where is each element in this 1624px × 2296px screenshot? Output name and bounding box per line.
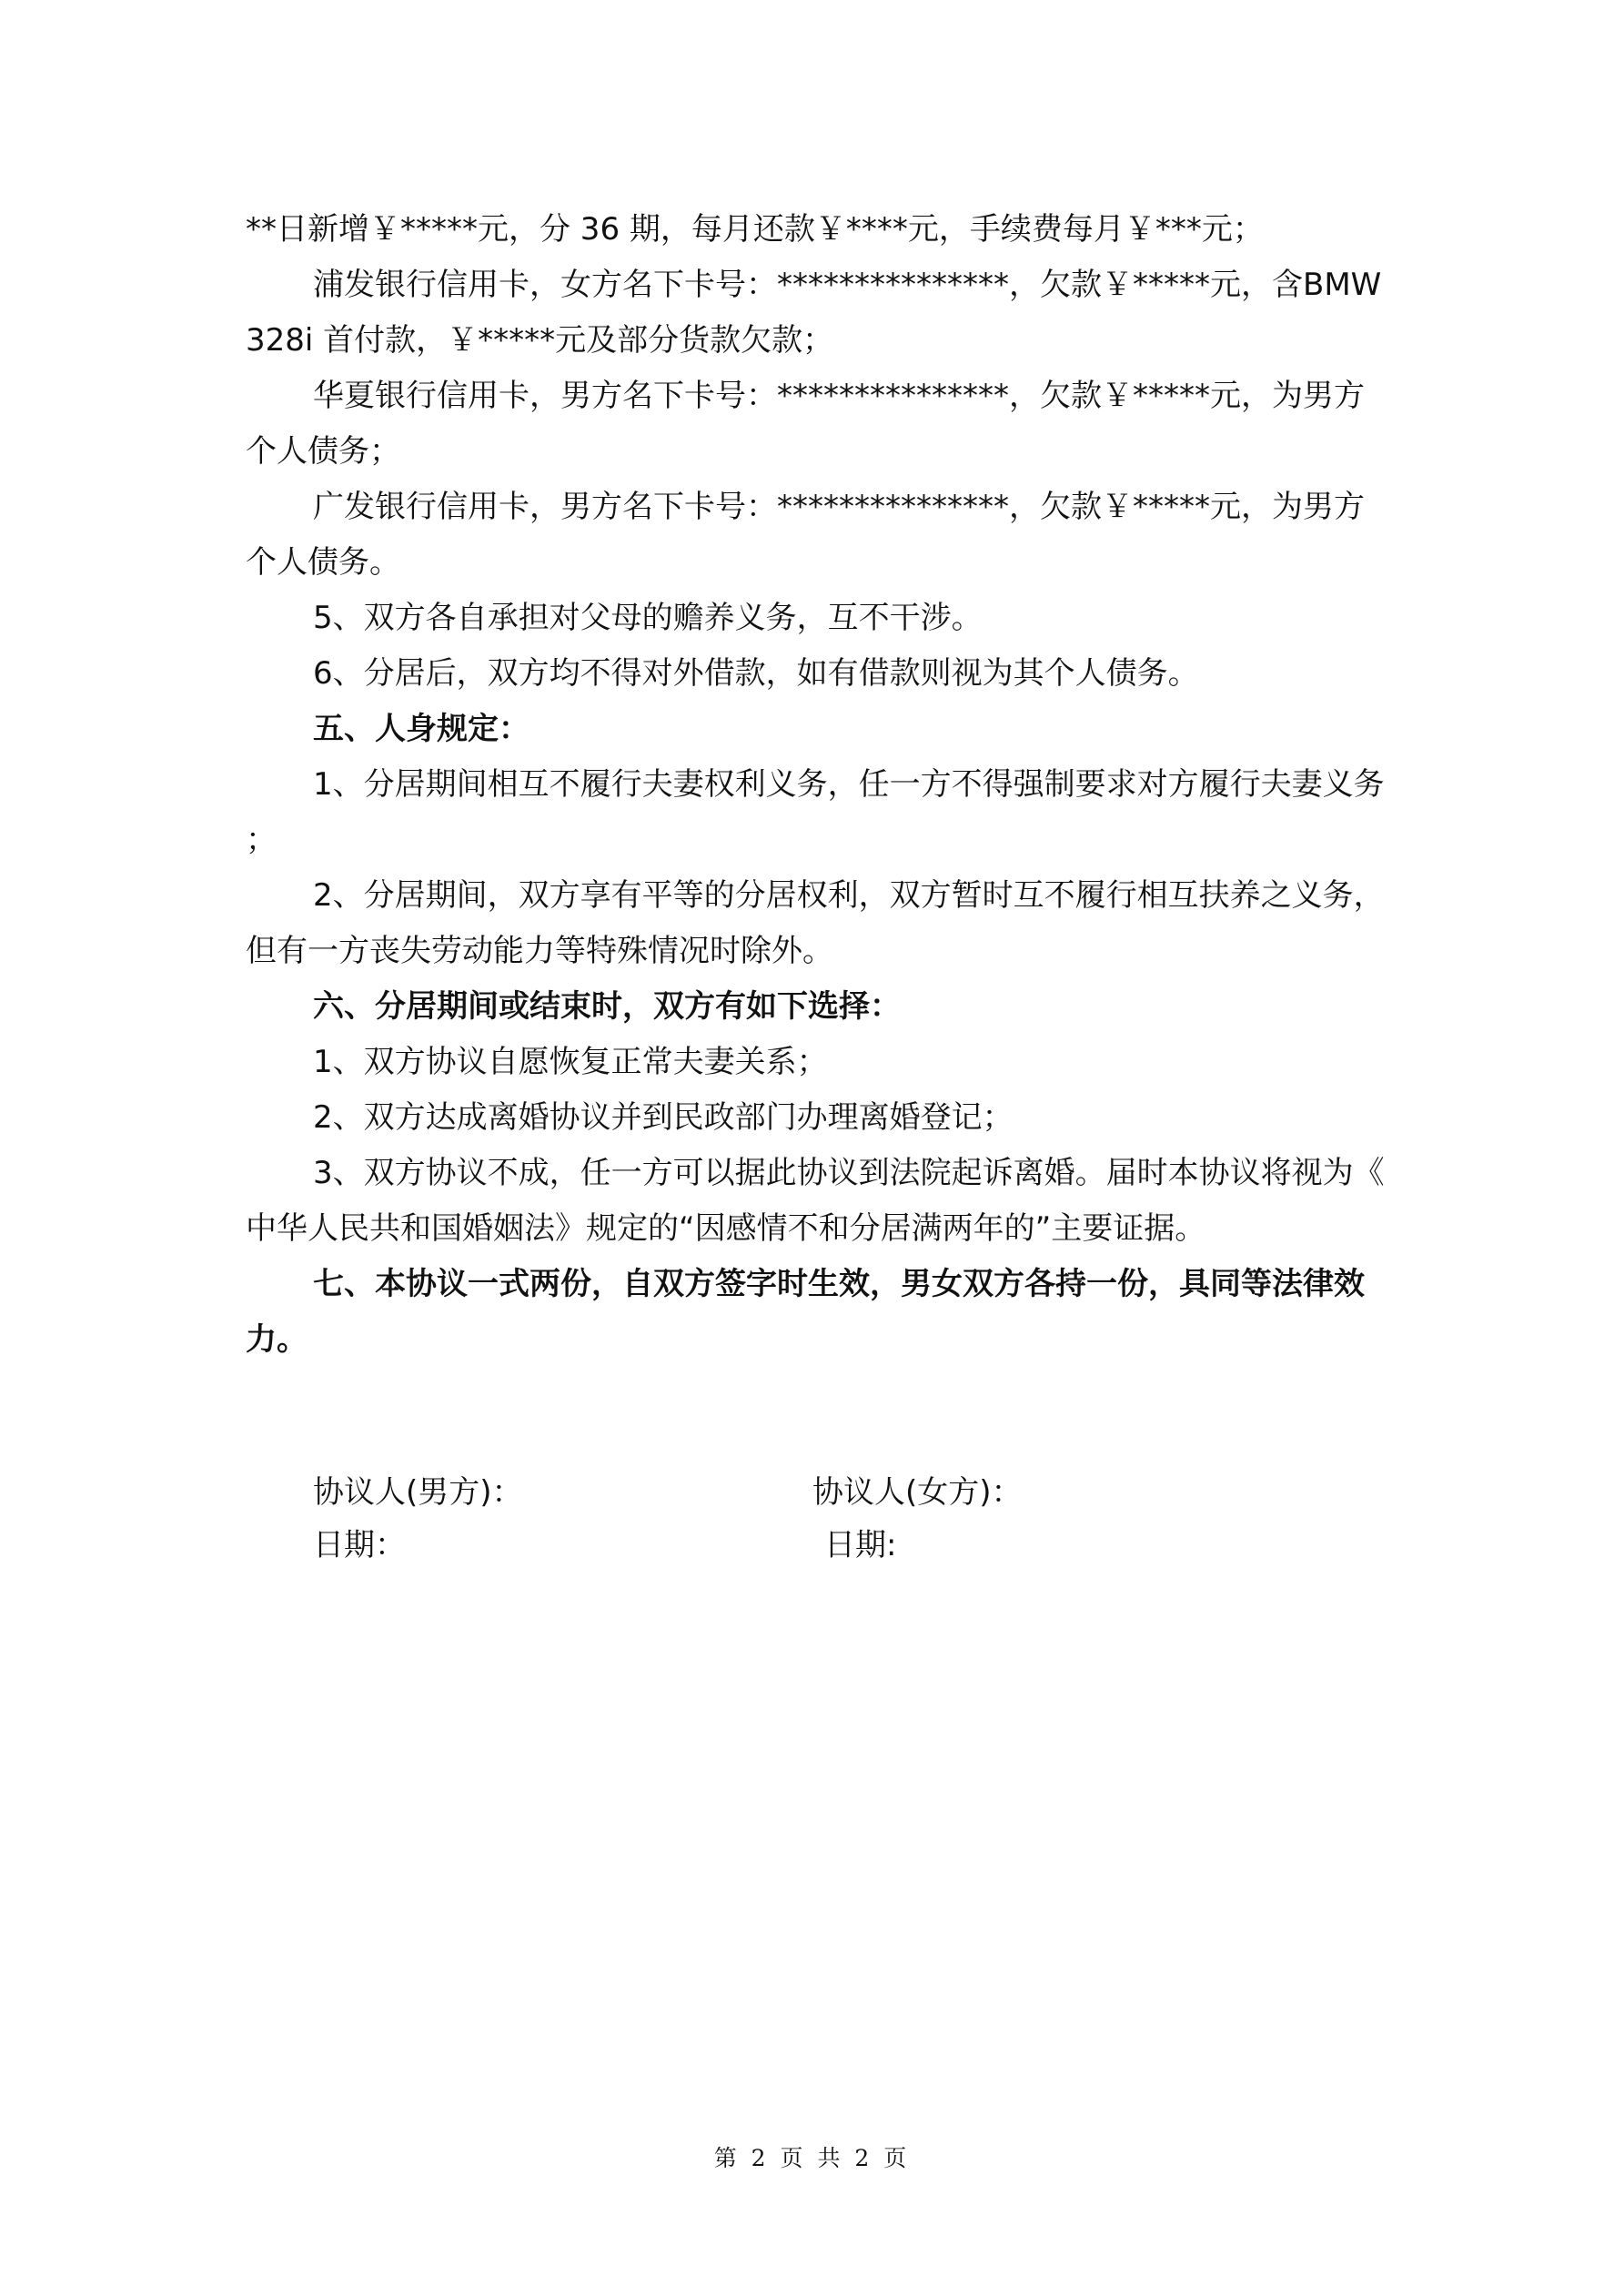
section-heading-effectiveness: 七、本协议一式两份，自双方签字时生效，男女双方各持一份，具同等法律效力。 xyxy=(246,1266,1365,1358)
agreement-body xyxy=(246,202,1392,1368)
paragraph-clause-parents-support: 5、双方各自承担对父母的赡养义务，互不干涉。 xyxy=(313,600,983,636)
page-number-footer: 第 2 页 共 2 页 xyxy=(713,2145,911,2171)
section-heading-personal-rules: 五、人身规定： xyxy=(313,711,530,747)
male-party-date-label: 日期： xyxy=(313,1527,406,1563)
paragraph-personal-rule-1: 1、分居期间相互不履行夫妻权利义务，任一方不得强制要求对方履行夫妻义务； xyxy=(246,766,1385,858)
paragraph-personal-rule-2: 2、分居期间，双方享有平等的分居权利，双方暂时互不履行相互扶养之义务，但有一方丧失劳动能力等特殊情况时除外。 xyxy=(246,877,1385,969)
paragraph-spdb-credit-card: 浦发银行信用卡，女方名下卡号：***************，欠款￥*****元，含BMW328i 首付款，￥*****元及部分货款欠款； xyxy=(246,267,1382,359)
paragraph-guangfa-credit-card: 广发银行信用卡，男方名下卡号：***************，欠款￥*****元，为男方个人债务。 xyxy=(246,489,1365,581)
section-heading-options: 六、分居期间或结束时，双方有如下选择： xyxy=(313,988,901,1025)
paragraph-clause-no-borrowing: 6、分居后，双方均不得对外借款，如有借款则视为其个人债务。 xyxy=(313,655,1199,692)
paragraph-option-2: 2、双方达成离婚协议并到民政部门办理离婚登记； xyxy=(313,1099,1014,1136)
paragraph-huaxia-credit-card: 华夏银行信用卡，男方名下卡号：***************，欠款￥*****元，为男方个人债务； xyxy=(246,378,1365,470)
female-party-date-label: 日期: xyxy=(824,1527,897,1563)
male-party-signature-label: 协议人(男方)： xyxy=(313,1474,523,1511)
paragraph-option-3: 3、双方协议不成，任一方可以据此协议到法院起诉离婚。届时本协议将视为《中华人民共和国婚姻法》规定的“因感情不和分居满两年的”主要证据。 xyxy=(246,1155,1385,1247)
paragraph-installment-line: **日新增￥*****元，分 36 期，每月还款￥****元，手续费每月￥***元； xyxy=(246,211,1264,248)
paragraph-option-1: 1、双方协议自愿恢复正常夫妻关系； xyxy=(313,1044,828,1080)
female-party-signature-label: 协议人(女方)： xyxy=(812,1474,1023,1511)
